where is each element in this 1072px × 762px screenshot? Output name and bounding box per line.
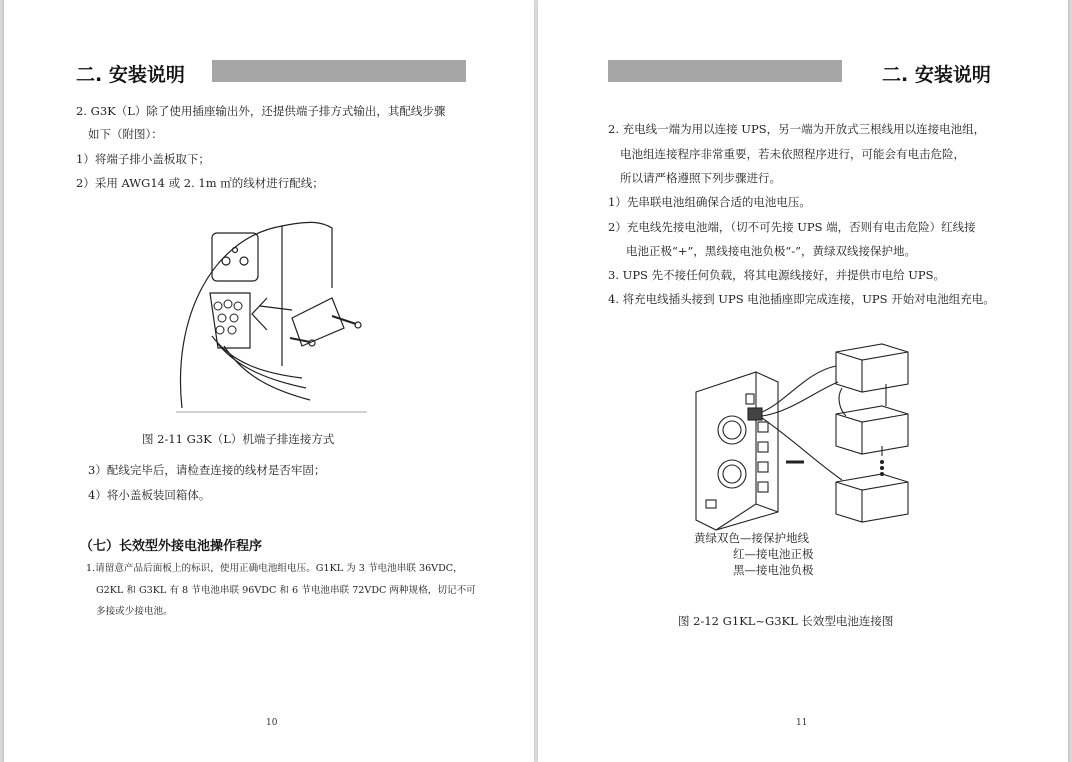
step-item: 4）将小盖板装回箱体。 [88,488,211,502]
legend-item: 黄绿双色—接保护地线 [694,531,809,545]
paragraph-line: 3. UPS 先不接任何负载，将其电源线接好，并提供市电给 UPS。 [608,268,946,282]
paragraph-line: 2. 充电线一端为用以连接 UPS，另一端为开放式三根线用以连接电池组， [608,122,986,136]
legend-item: 黑—接电池负极 [733,563,814,577]
step-item: 2）采用 AWG14 或 2. 1m ㎡的线材进行配线； [76,176,324,190]
paragraph-line: 如下（附图）： [88,127,163,141]
page-header-title: 二. 安装说明 [882,64,991,86]
battery-connection-diagram [686,332,926,532]
paragraph-line: 4. 将充电线插头接到 UPS 电池插座即完成连接，UPS 开始对电池组充电。 [608,292,995,306]
header-bar [212,60,466,82]
step-item: 2）充电线先接电池端，（切不可先接 UPS 端，否则有电击危险）红线接 [608,220,976,234]
step-item: 1）将端子排小盖板取下； [76,152,210,166]
step-item: 3）配线完毕后，请检查连接的线材是否牢固； [88,463,326,477]
right-page [538,0,1068,762]
step-item: 1）先串联电池组确保合适的电池电压。 [608,195,811,209]
left-page [4,0,534,762]
terminal-block-diagram [172,198,372,418]
paragraph-line: 1.请留意产品后面板上的标识，使用正确电池组电压。G1KL 为 3 节电池串联 36VDC， [86,563,463,574]
paragraph-line: G2KL 和 G3KL 有 8 节电池串联 96VDC 和 6 节电池串联 72VDC 两种规格，切记不可 [96,585,476,596]
page-number: 10 [266,718,278,728]
legend-item: 红—接电池正极 [733,547,814,561]
figure-caption: 图 2-11 G3K（L）机端子排连接方式 [142,432,335,446]
page-number: 11 [796,718,808,728]
figure-caption: 图 2-12 G1KL~G3KL 长效型电池连接图 [678,614,894,628]
paragraph-line: 2. G3K（L）除了使用插座输出外，还提供端子排方式输出，其配线步骤 [76,104,446,118]
paragraph-line: 所以请严格遵照下列步骤进行。 [620,171,781,185]
page-header-title: 二. 安装说明 [76,64,185,86]
step-item: 电池正极“+”，黑线接电池负极“-”，黄绿双线接保护地。 [626,244,917,258]
paragraph-line: 多接或少接电池。 [96,606,173,617]
header-bar [608,60,842,82]
paragraph-line: 电池组连接程序非常重要，若未依照程序进行，可能会有电击危险， [620,147,965,161]
section-title: （七）长效型外接电池操作程序 [80,539,263,554]
